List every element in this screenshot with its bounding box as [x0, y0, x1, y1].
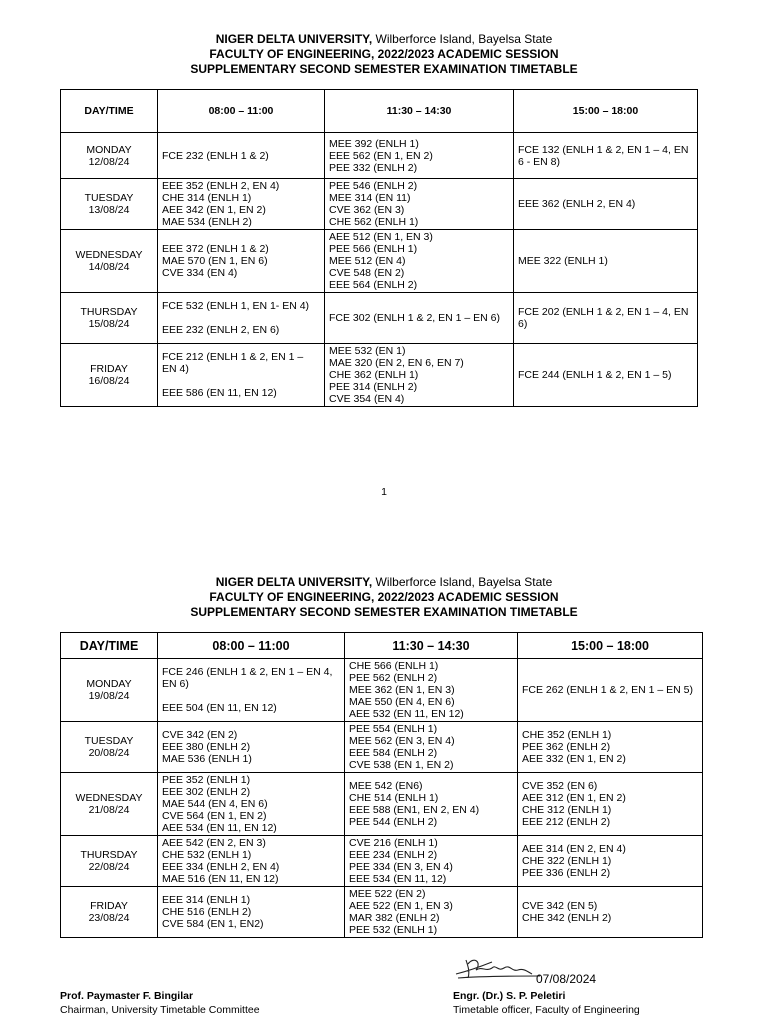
- day-name: THURSDAY: [80, 849, 138, 861]
- timetable-page1: [60, 89, 698, 407]
- exam-entry: MEE 542 (EN6): [349, 780, 423, 792]
- exam-entry: AEE 314 (EN 2, EN 4): [522, 843, 626, 855]
- exam-entry: CVE 354 (EN 4): [329, 393, 405, 405]
- exam-entry: FCE 302 (ENLH 1 & 2, EN 1 – EN 6): [329, 312, 500, 324]
- table-row: [61, 179, 698, 230]
- university-line: [0, 575, 768, 590]
- exam-entry: EEE 534 (EN 11, 12): [349, 873, 447, 885]
- exam-entry: EEE 362 (ENLH 2, EN 4): [518, 198, 636, 210]
- table-row: [61, 887, 703, 938]
- exam-entry: MEE 322 (ENLH 1): [518, 255, 608, 267]
- col-header-slot3: 15:00 – 18:00: [518, 633, 703, 659]
- day-date: 19/08/24: [88, 690, 130, 702]
- table-header-row: [61, 90, 698, 133]
- exam-entry: CVE 584 (EN 1, EN2): [162, 918, 264, 930]
- exam-entry: CVE 352 (EN 6): [522, 780, 598, 792]
- day-date: 20/08/24: [88, 747, 130, 759]
- exam-entry: FCE 532 (ENLH 1, EN 1- EN 4): [162, 300, 310, 312]
- day-name: TUESDAY: [84, 735, 134, 747]
- exam-entry: PEE 332 (ENLH 2): [329, 161, 418, 174]
- slot-cell-s3: [518, 887, 703, 938]
- slot-cell-s1: [158, 344, 325, 407]
- exam-entry: CVE 342 (EN 5): [522, 900, 598, 912]
- exam-entry: MEE 522 (EN 2): [349, 888, 426, 900]
- day-date: 16/08/24: [88, 375, 130, 387]
- exam-entry: MEE 314 (EN 11): [329, 192, 411, 204]
- signature-image: [452, 952, 542, 986]
- exam-entry: FCE 212 (ENLH 1 & 2, EN 1 – EN 4): [162, 351, 304, 375]
- slot-cell-s3: [514, 133, 698, 179]
- slot-cell-s3: [518, 836, 703, 887]
- day-cell: [61, 179, 158, 230]
- exam-entry: MAR 382 (ENLH 2): [349, 912, 440, 924]
- exam-entry: EEE 212 (ENLH 2): [522, 816, 611, 828]
- chairman-title: Chairman, University Timetable Committee: [60, 1004, 260, 1016]
- university-name: NIGER DELTA UNIVERSITY,: [215, 32, 373, 46]
- exam-entry: CVE 334 (EN 4): [162, 267, 238, 279]
- exam-entry: CHE 566 (ENLH 1): [349, 660, 439, 672]
- exam-entry: CVE 342 (EN 2): [162, 729, 238, 741]
- day-cell: [61, 659, 158, 722]
- exam-entry: EEE 380 (ENLH 2): [162, 741, 251, 753]
- col-header-slot1: 08:00 – 11:00: [158, 90, 325, 133]
- exam-entry: AEE 532 (EN 11, EN 12): [349, 708, 464, 720]
- slot-cell-s1: [158, 179, 325, 230]
- day-name: MONDAY: [86, 143, 132, 156]
- exam-entry: CHE 312 (ENLH 1): [522, 804, 612, 816]
- col-header-slot3: 15:00 – 18:00: [514, 90, 698, 133]
- slot-cell-s2: [345, 773, 518, 836]
- slot-cell-s1: [158, 293, 325, 344]
- day-name: WEDNESDAY: [75, 249, 143, 261]
- university-name: NIGER DELTA UNIVERSITY,: [215, 575, 373, 589]
- slot-cell-s1: [158, 133, 325, 179]
- table-row: [61, 344, 698, 407]
- exam-entry: CHE 342 (ENLH 2): [522, 912, 612, 924]
- exam-entry: EEE 586 (EN 11, EN 12): [162, 387, 277, 399]
- col-header-day: DAY/TIME: [61, 633, 158, 659]
- exam-entry: MEE 532 (EN 1): [329, 345, 406, 357]
- exam-entry: PEE 562 (ENLH 2): [349, 672, 438, 684]
- day-name: WEDNESDAY: [75, 792, 143, 804]
- table-row: [61, 293, 698, 344]
- timetable-title: SUPPLEMENTARY SECOND SEMESTER EXAMINATION TIMETABLE: [190, 605, 578, 619]
- slot-cell-s1: [158, 836, 345, 887]
- slot-cell-s2: [345, 887, 518, 938]
- exam-entry: MAE 550 (EN 4, EN 6): [349, 696, 455, 708]
- day-date: 22/08/24: [88, 861, 130, 873]
- col-header-slot2: 11:30 – 14:30: [345, 633, 518, 659]
- day-cell: [61, 836, 158, 887]
- page1-header: [0, 32, 768, 77]
- exam-entry: FCE 232 (ENLH 1 & 2): [162, 149, 269, 162]
- exam-entry: MEE 562 (EN 3, EN 4): [349, 735, 455, 747]
- table-row: [61, 722, 703, 773]
- exam-entry: MAE 320 (EN 2, EN 6, EN 7): [329, 357, 464, 369]
- day-date: 15/08/24: [88, 318, 130, 330]
- officer-title: Timetable officer, Faculty of Engineering: [453, 1004, 640, 1016]
- chairman-name: Prof. Paymaster F. Bingilar: [60, 990, 194, 1002]
- exam-entry: FCE 244 (ENLH 1 & 2, EN 1 – 5): [518, 369, 672, 381]
- table-row: [61, 230, 698, 293]
- exam-entry: AEE 332 (EN 1, EN 2): [522, 753, 626, 765]
- exam-entry: MAE 536 (ENLH 1): [162, 753, 252, 765]
- exam-entry: CHE 532 (ENLH 1): [162, 849, 252, 861]
- slot-cell-s2: [345, 722, 518, 773]
- university-location: Wilberforce Island, Bayelsa State: [372, 575, 553, 589]
- timetable-title: SUPPLEMENTARY SECOND SEMESTER EXAMINATION TIMETABLE: [190, 62, 578, 76]
- exam-entry: MEE 392 (ENLH 1): [329, 137, 419, 150]
- faculty-line: FACULTY OF ENGINEERING, 2022/2023 ACADEMIC SESSION: [209, 590, 559, 604]
- exam-entry: EEE 564 (ENLH 2): [329, 279, 418, 291]
- exam-entry: AEE 512 (EN 1, EN 3): [329, 231, 433, 243]
- exam-entry: MEE 512 (EN 4): [329, 255, 406, 267]
- slot-cell-s3: [514, 344, 698, 407]
- day-date: 21/08/24: [88, 804, 130, 816]
- exam-entry: AEE 534 (EN 11, EN 12): [162, 822, 277, 834]
- slot-cell-s1: [158, 722, 345, 773]
- exam-entry: EEE 314 (ENLH 1): [162, 894, 251, 906]
- exam-entry: EEE 504 (EN 11, EN 12): [162, 702, 277, 714]
- slot-cell-s3: [518, 773, 703, 836]
- exam-entry: PEE 314 (ENLH 2): [329, 381, 418, 393]
- exam-entry: EEE 234 (ENLH 2): [349, 849, 438, 861]
- slot-cell-s2: [325, 344, 514, 407]
- slot-cell-s1: [158, 887, 345, 938]
- exam-entry: CVE 548 (EN 2): [329, 267, 405, 279]
- exam-entry: CVE 564 (EN 1, EN 2): [162, 810, 267, 822]
- slot-cell-s2: [345, 659, 518, 722]
- table-row: [61, 659, 703, 722]
- exam-entry: CVE 362 (EN 3): [329, 204, 405, 216]
- day-cell: [61, 230, 158, 293]
- exam-entry: AEE 312 (EN 1, EN 2): [522, 792, 626, 804]
- exam-entry: PEE 352 (ENLH 1): [162, 774, 251, 786]
- page-number: 1: [381, 486, 387, 498]
- slot-cell-s1: [158, 230, 325, 293]
- day-date: 13/08/24: [88, 204, 130, 216]
- exam-entry: CHE 322 (ENLH 1): [522, 855, 612, 867]
- exam-entry: PEE 362 (ENLH 2): [522, 741, 611, 753]
- university-line: [0, 32, 768, 47]
- officer-signature-block: [453, 989, 640, 1017]
- slot-cell-s3: [518, 722, 703, 773]
- exam-entry: EEE 562 (EN 1, EN 2): [329, 149, 433, 162]
- exam-entry: FCE 262 (ENLH 1 & 2, EN 1 – EN 5): [522, 684, 693, 696]
- col-header-slot2: 11:30 – 14:30: [325, 90, 514, 133]
- exam-entry: PEE 336 (ENLH 2): [522, 867, 611, 879]
- exam-entry: CHE 516 (ENLH 2): [162, 906, 252, 918]
- day-name: FRIDAY: [90, 363, 128, 375]
- day-cell: [61, 133, 158, 179]
- exam-entry: CHE 562 (ENLH 1): [329, 216, 419, 228]
- day-date: 12/08/24: [88, 155, 130, 168]
- slot-cell-s2: [325, 179, 514, 230]
- slot-cell-s2: [325, 230, 514, 293]
- exam-entry: EEE 372 (ENLH 1 & 2): [162, 243, 269, 255]
- exam-entry: MAE 516 (EN 11, EN 12): [162, 873, 279, 885]
- slot-cell-s3: [514, 293, 698, 344]
- exam-entry: CHE 352 (ENLH 1): [522, 729, 612, 741]
- day-cell: [61, 773, 158, 836]
- exam-entry: EEE 352 (ENLH 2, EN 4): [162, 180, 280, 192]
- slot-cell-s3: [514, 179, 698, 230]
- day-date: 23/08/24: [88, 912, 130, 924]
- day-name: MONDAY: [86, 678, 132, 690]
- exam-entry: EEE 588 (EN1, EN 2, EN 4): [349, 804, 480, 816]
- exam-entry: MAE 544 (EN 4, EN 6): [162, 798, 268, 810]
- table-row: [61, 773, 703, 836]
- table-header-row: [61, 633, 703, 659]
- slot-cell-s2: [345, 836, 518, 887]
- timetable-page2: [60, 632, 703, 938]
- chairman-signature-block: [60, 989, 260, 1017]
- exam-entry: PEE 532 (ENLH 1): [349, 924, 438, 936]
- table-row: [61, 133, 698, 179]
- signature-date: 07/08/2024: [536, 972, 597, 986]
- slot-cell-s1: [158, 659, 345, 722]
- slot-cell-s1: [158, 773, 345, 836]
- exam-entry: MAE 534 (ENLH 2): [162, 216, 252, 228]
- day-name: THURSDAY: [80, 306, 138, 318]
- exam-entry: FCE 202 (ENLH 1 & 2, EN 1 – 4, EN 6): [518, 306, 689, 330]
- exam-entry: MEE 362 (EN 1, EN 3): [349, 684, 455, 696]
- exam-entry: CHE 362 (ENLH 1): [329, 369, 419, 381]
- exam-entry: EEE 232 (ENLH 2, EN 6): [162, 324, 280, 336]
- university-location: Wilberforce Island, Bayelsa State: [372, 32, 553, 46]
- exam-entry: AEE 542 (EN 2, EN 3): [162, 837, 266, 849]
- exam-entry: CVE 216 (ENLH 1): [349, 837, 438, 849]
- day-cell: [61, 887, 158, 938]
- exam-entry: CVE 538 (EN 1, EN 2): [349, 759, 454, 771]
- officer-name: Engr. (Dr.) S. P. Peletiri: [453, 990, 566, 1002]
- exam-entry: PEE 544 (ENLH 2): [349, 816, 438, 828]
- slot-cell-s3: [514, 230, 698, 293]
- exam-entry: PEE 566 (ENLH 1): [329, 243, 418, 255]
- day-cell: [61, 344, 158, 407]
- slot-cell-s3: [518, 659, 703, 722]
- col-header-slot1: 08:00 – 11:00: [158, 633, 345, 659]
- exam-entry: EEE 584 (ENLH 2): [349, 747, 438, 759]
- day-name: TUESDAY: [84, 192, 134, 204]
- day-name: FRIDAY: [90, 900, 128, 912]
- slot-cell-s2: [325, 133, 514, 179]
- exam-entry: EEE 334 (ENLH 2, EN 4): [162, 861, 280, 873]
- exam-entry: MAE 570 (EN 1, EN 6): [162, 255, 268, 267]
- exam-entry: PEE 334 (EN 3, EN 4): [349, 861, 453, 873]
- faculty-line: FACULTY OF ENGINEERING, 2022/2023 ACADEMIC SESSION: [209, 47, 559, 61]
- slot-cell-s2: [325, 293, 514, 344]
- day-date: 14/08/24: [88, 261, 130, 273]
- exam-entry: CHE 514 (ENLH 1): [349, 792, 439, 804]
- exam-entry: EEE 302 (ENLH 2): [162, 786, 251, 798]
- page2-header: [0, 575, 768, 620]
- exam-entry: AEE 342 (EN 1, EN 2): [162, 204, 266, 216]
- exam-entry: CHE 314 (ENLH 1): [162, 192, 252, 204]
- exam-entry: FCE 132 (ENLH 1 & 2, EN 1 – 4, EN 6 - EN 8): [518, 143, 689, 168]
- day-cell: [61, 722, 158, 773]
- exam-entry: PEE 546 (ENLH 2): [329, 180, 418, 192]
- table-row: [61, 836, 703, 887]
- exam-entry: PEE 554 (ENLH 1): [349, 723, 438, 735]
- day-cell: [61, 293, 158, 344]
- exam-entry: FCE 246 (ENLH 1 & 2, EN 1 – EN 4, EN 6): [162, 666, 333, 690]
- exam-entry: AEE 522 (EN 1, EN 3): [349, 900, 453, 912]
- col-header-day: DAY/TIME: [61, 90, 158, 133]
